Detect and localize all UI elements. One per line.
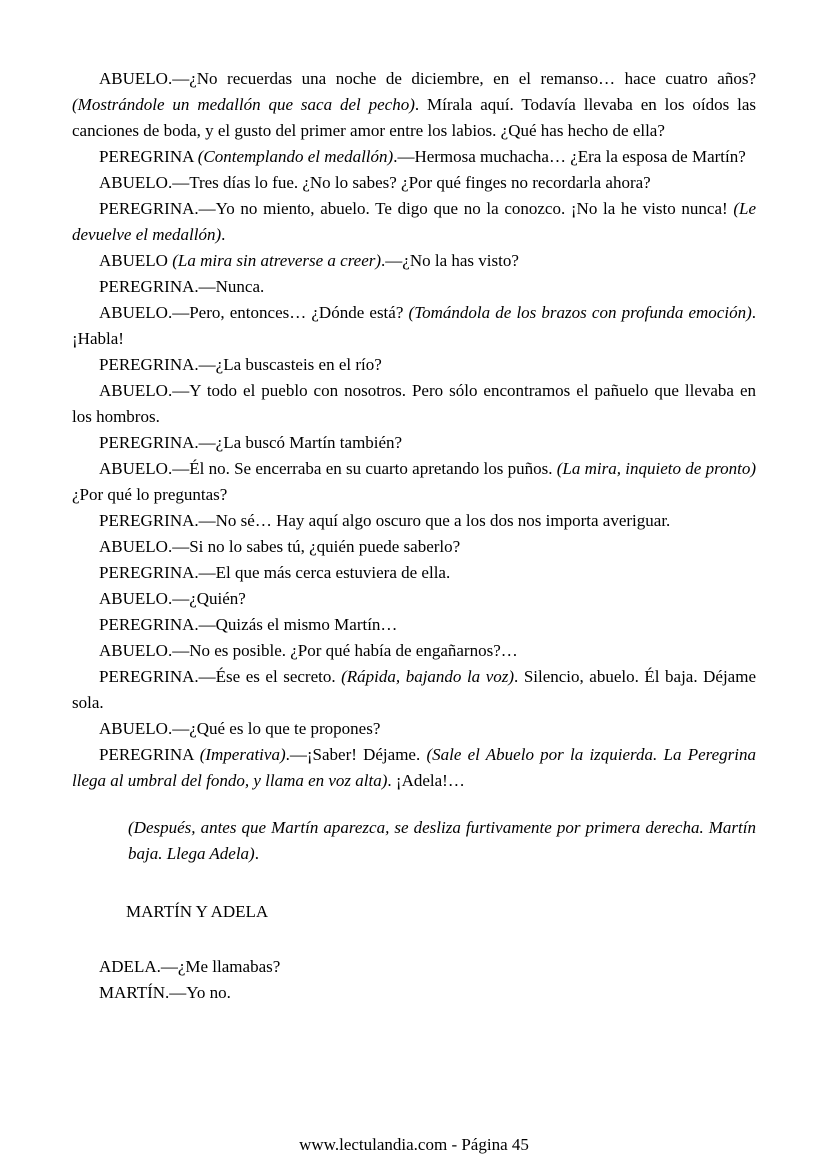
dialogue-text: .—Hermosa muchacha… ¿Era la esposa de Martín? — [393, 147, 746, 166]
dialogue-text: . — [254, 844, 259, 863]
dialogue-text: ABUELO.—Tres días lo fue. ¿No lo sabes? ¿Por qué finges no recordarla ahora? — [99, 173, 651, 192]
dialogue-paragraph — [72, 274, 756, 300]
dialogue-text: ABUELO.—¿No recuerdas una noche de diciembre, en el remanso… hace cuatro años? — [99, 69, 756, 88]
dialogue-text: ABUELO.—No es posible. ¿Por qué había de engañarnos?… — [99, 641, 518, 660]
dialogue-text: ¿Por qué lo preguntas? — [72, 485, 228, 504]
stage-note-inline: (Le devuelve el medallón) — [72, 199, 756, 244]
dialogue-text: PEREGRINA.—Nunca. — [99, 277, 265, 296]
dialogue-paragraph — [72, 508, 756, 534]
dialogue-paragraph — [72, 534, 756, 560]
dialogue-paragraph — [72, 430, 756, 456]
dialogue-text: ABUELO.—¿Qué es lo que te propones? — [99, 719, 381, 738]
dialogue-text: ABUELO.—¿Quién? — [99, 589, 246, 608]
dialogue-text: PEREGRINA.—Yo no miento, abuelo. Te digo que no la conozco. ¡No la he visto nunca! — [99, 199, 734, 218]
dialogue-text: . ¡Adela!… — [387, 771, 465, 790]
dialogue-paragraph — [72, 612, 756, 638]
dialogue-text: PEREGRINA.—Ése es el secreto. — [99, 667, 342, 686]
dialogue-paragraph — [72, 664, 756, 716]
dialogue-text: MARTÍN.—Yo no. — [99, 983, 231, 1002]
dialogue-text: .—¿No la has visto? — [381, 251, 519, 270]
dialogue-text: ABUELO.—Y todo el pueblo con nosotros. Pero sólo encontramos el pañuelo que llevaba en los hombros. — [72, 381, 756, 426]
stage-note-inline: (Sale el Abuelo por la izquierda. La Peregrina llega al umbral del fondo, y llama en voz alta) — [72, 745, 756, 790]
dialogue-text: . Silencio, abuelo. Él baja. Déjame sola. — [72, 667, 756, 712]
dialogue-paragraph — [72, 378, 756, 430]
scene-heading — [126, 899, 756, 925]
stage-note-inline: (Tomándola de los brazos con profunda emoción) — [408, 303, 752, 322]
dialogue-text: ABUELO.—Pero, entonces… ¿Dónde está? — [99, 303, 409, 322]
dialogue-text: ABUELO.—Si no lo sabes tú, ¿quién puede saberlo? — [99, 537, 461, 556]
dialogue-paragraph — [72, 980, 756, 1006]
dialogue-text: PEREGRINA.—Quizás el mismo Martín… — [99, 615, 398, 634]
dialogue-text: PEREGRINA — [99, 147, 198, 166]
dialogue-text: ABUELO.—Él no. Se encerraba en su cuarto apretando los puños. — [99, 459, 557, 478]
dialogue-paragraph — [72, 716, 756, 742]
dialogue-paragraph — [72, 352, 756, 378]
dialogue-paragraph — [72, 300, 756, 352]
dialogue-paragraph — [72, 638, 756, 664]
dialogue-text: PEREGRINA — [99, 745, 200, 764]
footer-text: www.lectulandia.com - Página 45 — [299, 1135, 529, 1154]
page-footer — [0, 1132, 828, 1158]
dialogue-paragraph — [72, 560, 756, 586]
dialogue-paragraph — [72, 954, 756, 980]
play-text-body — [72, 66, 756, 1006]
dialogue-paragraph — [72, 66, 756, 144]
stage-direction — [128, 815, 756, 867]
dialogue-paragraph — [72, 196, 756, 248]
dialogue-text: . ¡Habla! — [72, 303, 756, 348]
dialogue-text: MARTÍN Y ADELA — [126, 902, 269, 921]
stage-note-inline: (Rápida, bajando la voz) — [341, 667, 515, 686]
stage-note-inline: (La mira, inquieto de pronto) — [556, 459, 756, 478]
dialogue-paragraph — [72, 742, 756, 794]
dialogue-paragraph — [72, 586, 756, 612]
dialogue-text: PEREGRINA.—El que más cerca estuviera de ella. — [99, 563, 451, 582]
dialogue-text: ADELA.—¿Me llamabas? — [99, 957, 281, 976]
dialogue-text: PEREGRINA.—¿La buscasteis en el río? — [99, 355, 382, 374]
dialogue-text: PEREGRINA.—¿La buscó Martín también? — [99, 433, 403, 452]
dialogue-paragraph — [72, 456, 756, 508]
dialogue-text: . Mírala aquí. Todavía llevaba en los oídos las canciones de boda, y el gusto del primer amor entre los labios. ¿Qué has hecho de ella? — [72, 95, 756, 140]
dialogue-paragraph — [72, 144, 756, 170]
stage-note-inline: (Mostrándole un medallón que saca del pecho) — [72, 95, 415, 114]
dialogue-paragraph — [72, 170, 756, 196]
stage-note-inline: (Imperativa) — [199, 745, 286, 764]
dialogue-text: ABUELO — [99, 251, 173, 270]
dialogue-paragraph — [72, 248, 756, 274]
stage-note-inline: (Después, antes que Martín aparezca, se desliza furtivamente por primera derecha. Martín baja. Llega Adela) — [128, 818, 756, 863]
stage-note-inline: (Contemplando el medallón) — [197, 147, 394, 166]
dialogue-text: PEREGRINA.—No sé… Hay aquí algo oscuro que a los dos nos importa averiguar. — [99, 511, 671, 530]
dialogue-text: .—¡Saber! Déjame. — [285, 745, 427, 764]
dialogue-text: . — [221, 225, 226, 244]
stage-note-inline: (La mira sin atreverse a creer) — [172, 251, 382, 270]
